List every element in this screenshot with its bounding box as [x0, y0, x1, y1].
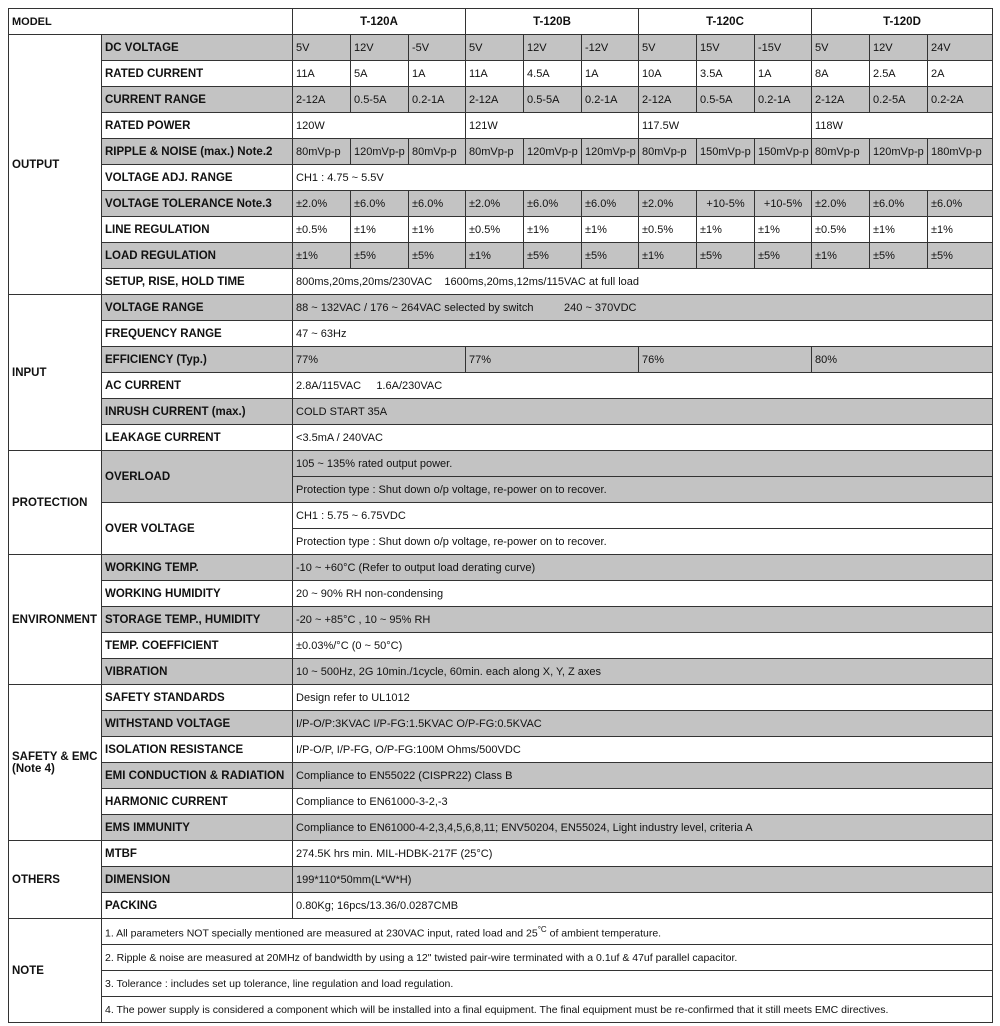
cell: 5V	[293, 35, 351, 61]
table-row	[9, 945, 993, 971]
cell: 80mVp-p	[409, 139, 466, 165]
row-label: VOLTAGE TOLERANCE Note.3	[102, 191, 293, 217]
cell: 12V	[351, 35, 409, 61]
cell: I/P-O/P, I/P-FG, O/P-FG:100M Ohms/500VDC	[293, 737, 993, 763]
cell: 2.5A	[870, 61, 928, 87]
model-header: T-120A	[293, 9, 466, 35]
cell: 0.2-5A	[870, 87, 928, 113]
cell: ±1%	[812, 243, 870, 269]
row-label: RIPPLE & NOISE (max.) Note.2	[102, 139, 293, 165]
cell: 77%	[293, 347, 466, 373]
cell: 11A	[293, 61, 351, 87]
cell: 12V	[524, 35, 582, 61]
cell: 80mVp-p	[466, 139, 524, 165]
cell: ±6.0%	[928, 191, 993, 217]
cell: 80mVp-p	[812, 139, 870, 165]
cell: 80%	[812, 347, 993, 373]
cell: 120mVp-p	[870, 139, 928, 165]
section-input: INPUT	[9, 295, 102, 451]
cell: 0.2-1A	[755, 87, 812, 113]
table-row	[9, 35, 993, 61]
table-row	[9, 997, 993, 1023]
row-label: ISOLATION RESISTANCE	[102, 737, 293, 763]
row-label: RATED POWER	[102, 113, 293, 139]
cell: 2-12A	[639, 87, 697, 113]
header-row	[9, 9, 993, 35]
row-label: WORKING TEMP.	[102, 555, 293, 581]
table-row	[9, 425, 993, 451]
cell: 2-12A	[812, 87, 870, 113]
table-row	[9, 503, 993, 529]
section-protection: PROTECTION	[9, 451, 102, 555]
cell: ±1%	[697, 217, 755, 243]
table-row	[9, 399, 993, 425]
cell: ±2.0%	[812, 191, 870, 217]
cell: 12V	[870, 35, 928, 61]
cell: 150mVp-p	[755, 139, 812, 165]
cell: 2-12A	[293, 87, 351, 113]
table-row	[9, 139, 993, 165]
row-label: VIBRATION	[102, 659, 293, 685]
row-label: VOLTAGE RANGE	[102, 295, 293, 321]
table-row	[9, 87, 993, 113]
row-label: WITHSTAND VOLTAGE	[102, 711, 293, 737]
section-others: OTHERS	[9, 841, 102, 919]
table-row	[9, 737, 993, 763]
row-label: MTBF	[102, 841, 293, 867]
cell: 120mVp-p	[524, 139, 582, 165]
cell: 80mVp-p	[293, 139, 351, 165]
row-label: PACKING	[102, 893, 293, 919]
cell: 120mVp-p	[582, 139, 639, 165]
row-label: CURRENT RANGE	[102, 87, 293, 113]
cell: 0.5-5A	[351, 87, 409, 113]
row-label: RATED CURRENT	[102, 61, 293, 87]
table-row	[9, 165, 993, 191]
cell: ±2.0%	[293, 191, 351, 217]
cell: +10-5%	[697, 191, 755, 217]
cell: -15V	[755, 35, 812, 61]
cell: 2.8A/115VAC 1.6A/230VAC	[293, 373, 993, 399]
cell: ±1%	[870, 217, 928, 243]
table-row	[9, 893, 993, 919]
cell: Compliance to EN55022 (CISPR22) Class B	[293, 763, 993, 789]
row-label: LEAKAGE CURRENT	[102, 425, 293, 451]
table-row	[9, 321, 993, 347]
table-row	[9, 581, 993, 607]
cell: ±6.0%	[524, 191, 582, 217]
cell: ±6.0%	[870, 191, 928, 217]
cell: -12V	[582, 35, 639, 61]
cell: ±1%	[351, 217, 409, 243]
cell: 20 ~ 90% RH non-condensing	[293, 581, 993, 607]
table-row	[9, 711, 993, 737]
note-text: of ambient temperature.	[546, 927, 662, 940]
table-row	[9, 243, 993, 269]
table-row	[9, 841, 993, 867]
cell: 274.5K hrs min. MIL-HDBK-217F (25°C)	[293, 841, 993, 867]
cell: 0.80Kg; 16pcs/13.36/0.0287CMB	[293, 893, 993, 919]
cell: 0.5-5A	[524, 87, 582, 113]
table-row	[9, 191, 993, 217]
cell: 3.5A	[697, 61, 755, 87]
cell: 199*110*50mm(L*W*H)	[293, 867, 993, 893]
row-label: LOAD REGULATION	[102, 243, 293, 269]
table-row	[9, 789, 993, 815]
cell: 10A	[639, 61, 697, 87]
table-row	[9, 763, 993, 789]
cell: 80mVp-p	[639, 139, 697, 165]
row-label: STORAGE TEMP., HUMIDITY	[102, 607, 293, 633]
row-label: OVERLOAD	[102, 451, 293, 503]
cell: 5V	[812, 35, 870, 61]
cell: ±5%	[755, 243, 812, 269]
cell: 118W	[812, 113, 993, 139]
cell: 11A	[466, 61, 524, 87]
cell: 0.2-2A	[928, 87, 993, 113]
row-label: FREQUENCY RANGE	[102, 321, 293, 347]
cell: Compliance to EN61000-3-2,-3	[293, 789, 993, 815]
row-label: EFFICIENCY (Typ.)	[102, 347, 293, 373]
section-title: SAFETY & EMC	[12, 750, 98, 763]
table-row	[9, 269, 993, 295]
row-label: EMS IMMUNITY	[102, 815, 293, 841]
row-label: AC CURRENT	[102, 373, 293, 399]
cell: 4.5A	[524, 61, 582, 87]
cell: 10 ~ 500Hz, 2G 10min./1cycle, 60min. each along X, Y, Z axes	[293, 659, 993, 685]
cell: 2-12A	[466, 87, 524, 113]
cell: 24V	[928, 35, 993, 61]
cell: ±1%	[409, 217, 466, 243]
table-row	[9, 217, 993, 243]
cell: 5V	[466, 35, 524, 61]
table-row	[9, 373, 993, 399]
cell: 0.2-1A	[582, 87, 639, 113]
table-row	[9, 295, 993, 321]
cell: 2A	[928, 61, 993, 87]
table-row	[9, 971, 993, 997]
table-row	[9, 815, 993, 841]
cell: 0.2-1A	[409, 87, 466, 113]
cell: -10 ~ +60°C (Refer to output load derating curve)	[293, 555, 993, 581]
row-label: DC VOLTAGE	[102, 35, 293, 61]
cell: ±0.03%/°C (0 ~ 50°C)	[293, 633, 993, 659]
cell: 5A	[351, 61, 409, 87]
table-row	[9, 685, 993, 711]
section-safety-emc	[9, 685, 102, 841]
row-label: SETUP, RISE, HOLD TIME	[102, 269, 293, 295]
table-row	[9, 919, 993, 945]
note-text: 1. All parameters NOT specially mentioned are measured at 230VAC input, rated load and 25	[105, 927, 538, 940]
cell: ±1%	[639, 243, 697, 269]
table-row	[9, 555, 993, 581]
cell: ±0.5%	[466, 217, 524, 243]
cell: ±1%	[582, 217, 639, 243]
cell: ±6.0%	[351, 191, 409, 217]
cell: 1A	[582, 61, 639, 87]
note-item: 3. Tolerance : includes set up tolerance, line regulation and load regulation.	[102, 971, 993, 997]
cell: 1A	[755, 61, 812, 87]
cell: CH1 : 4.75 ~ 5.5V	[293, 165, 993, 191]
model-label: MODEL	[9, 9, 293, 35]
cell: 121W	[466, 113, 639, 139]
cell: ±6.0%	[409, 191, 466, 217]
section-note: NOTE	[9, 919, 102, 1023]
cell: Protection type : Shut down o/p voltage, re-power on to recover.	[293, 529, 993, 555]
note-item: 2. Ripple & noise are measured at 20MHz of bandwidth by using a 12" twisted pair-wire terminated with a 0.1uf & 47uf parallel capacitor.	[102, 945, 993, 971]
row-label: INRUSH CURRENT (max.)	[102, 399, 293, 425]
table-row	[9, 607, 993, 633]
cell: -20 ~ +85°C , 10 ~ 95% RH	[293, 607, 993, 633]
table-row	[9, 633, 993, 659]
cell: ±1%	[755, 217, 812, 243]
table-row	[9, 659, 993, 685]
cell: CH1 : 5.75 ~ 6.75VDC	[293, 503, 993, 529]
cell: ±6.0%	[582, 191, 639, 217]
model-header: T-120B	[466, 9, 639, 35]
cell: 15V	[697, 35, 755, 61]
cell: 0.5-5A	[697, 87, 755, 113]
table-row	[9, 867, 993, 893]
cell: 180mVp-p	[928, 139, 993, 165]
cell: ±0.5%	[639, 217, 697, 243]
cell: Compliance to EN61000-4-2,3,4,5,6,8,11; ENV50204, EN55024, Light industry level, criteria A	[293, 815, 993, 841]
cell: 800ms,20ms,20ms/230VAC 1600ms,20ms,12ms/115VAC at full load	[293, 269, 993, 295]
cell: 5V	[639, 35, 697, 61]
cell: 8A	[812, 61, 870, 87]
cell: -5V	[409, 35, 466, 61]
row-label: VOLTAGE ADJ. RANGE	[102, 165, 293, 191]
table-row	[9, 451, 993, 477]
cell: ±1%	[928, 217, 993, 243]
cell: ±5%	[409, 243, 466, 269]
cell: +10-5%	[755, 191, 812, 217]
cell: ±1%	[524, 217, 582, 243]
row-label: SAFETY STANDARDS	[102, 685, 293, 711]
cell: ±2.0%	[639, 191, 697, 217]
section-note: (Note 4)	[12, 762, 55, 775]
table-row	[9, 61, 993, 87]
cell: 76%	[639, 347, 812, 373]
model-header: T-120D	[812, 9, 993, 35]
cell: ±5%	[928, 243, 993, 269]
cell: ±1%	[293, 243, 351, 269]
section-environment: ENVIRONMENT	[9, 555, 102, 685]
row-label: WORKING HUMIDITY	[102, 581, 293, 607]
cell: <3.5mA / 240VAC	[293, 425, 993, 451]
cell: ±5%	[697, 243, 755, 269]
table-row	[9, 347, 993, 373]
cell: ±5%	[524, 243, 582, 269]
cell: 77%	[466, 347, 639, 373]
table-row	[9, 113, 993, 139]
spec-table	[8, 8, 993, 1023]
cell: ±5%	[582, 243, 639, 269]
cell: ±0.5%	[812, 217, 870, 243]
cell: ±0.5%	[293, 217, 351, 243]
cell: 105 ~ 135% rated output power.	[293, 451, 993, 477]
row-label: HARMONIC CURRENT	[102, 789, 293, 815]
row-label: LINE REGULATION	[102, 217, 293, 243]
note-item: 4. The power supply is considered a component which will be installed into a final equipment. The final equipment must be re-confirmed that it still meets EMC directives.	[102, 997, 993, 1023]
cell: Protection type : Shut down o/p voltage, re-power on to recover.	[293, 477, 993, 503]
row-label: EMI CONDUCTION & RADIATION	[102, 763, 293, 789]
note-sup: °C	[537, 924, 547, 934]
row-label: DIMENSION	[102, 867, 293, 893]
cell: 120mVp-p	[351, 139, 409, 165]
cell: 150mVp-p	[697, 139, 755, 165]
cell: ±2.0%	[466, 191, 524, 217]
section-output: OUTPUT	[9, 35, 102, 295]
cell: 47 ~ 63Hz	[293, 321, 993, 347]
cell: 120W	[293, 113, 466, 139]
cell: I/P-O/P:3KVAC I/P-FG:1.5KVAC O/P-FG:0.5KVAC	[293, 711, 993, 737]
cell: ±5%	[870, 243, 928, 269]
model-header: T-120C	[639, 9, 812, 35]
cell: Design refer to UL1012	[293, 685, 993, 711]
cell: ±5%	[351, 243, 409, 269]
cell: 1A	[409, 61, 466, 87]
cell: 117.5W	[639, 113, 812, 139]
row-label: TEMP. COEFFICIENT	[102, 633, 293, 659]
cell: COLD START 35A	[293, 399, 993, 425]
cell: ±1%	[466, 243, 524, 269]
note-item	[102, 919, 993, 945]
row-label: OVER VOLTAGE	[102, 503, 293, 555]
cell: 88 ~ 132VAC / 176 ~ 264VAC selected by switch 240 ~ 370VDC	[293, 295, 993, 321]
